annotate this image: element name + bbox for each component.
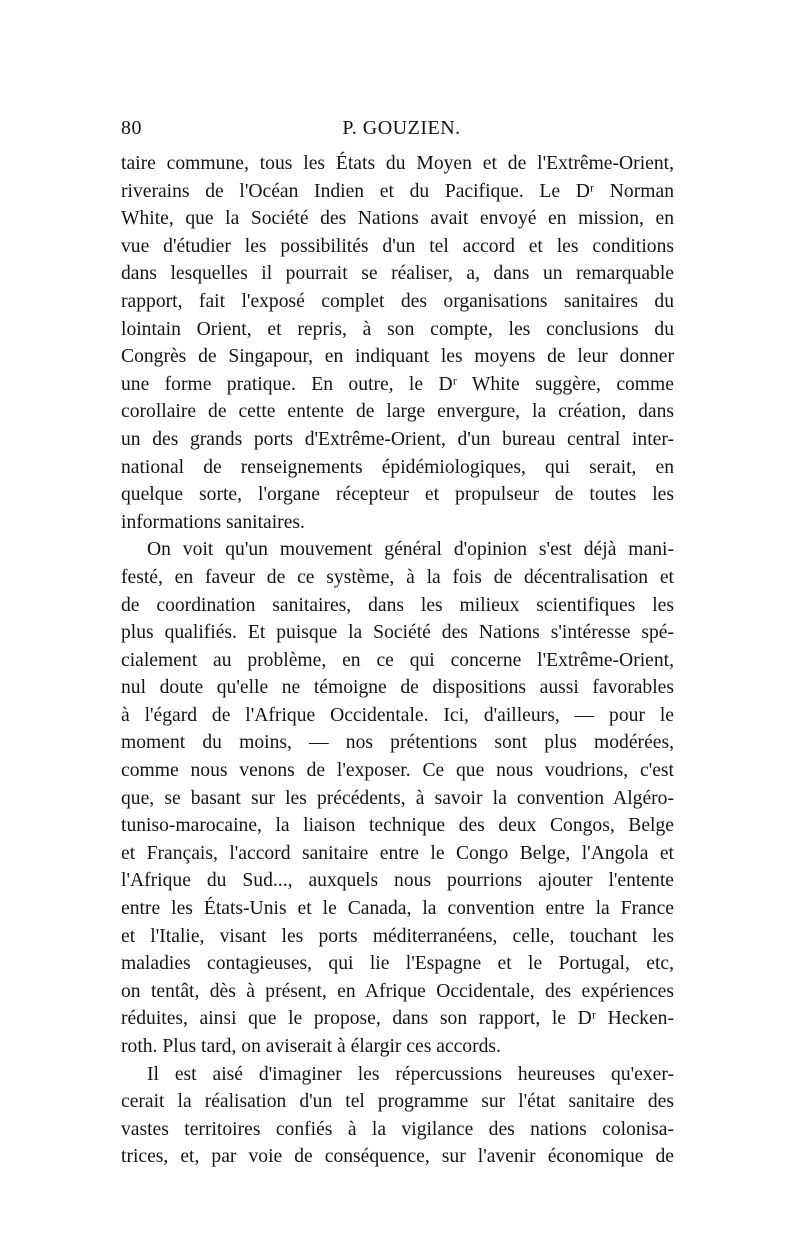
text-line: Il est aisé d'imaginer les répercussions heureuses qu'exer-: [147, 1063, 674, 1085]
text-line: trices, et, par voie de conséquence, sur l'avenir économique de: [121, 1146, 674, 1168]
text-line: maladies contagieuses, qui lie l'Espagne et le Portugal, etc,: [121, 953, 674, 975]
text-line: nul doute qu'elle ne témoigne de dispositions aussi favorables: [121, 677, 674, 699]
paragraph-3: [121, 1061, 674, 1171]
text-line: festé, en faveur de ce système, à la fois de décentralisation et: [121, 566, 674, 588]
text-line: national de renseignements épidémiologiques, qui serait, en: [121, 456, 674, 478]
text-line: que, se basant sur les précédents, à savoir la convention Algéro-: [121, 787, 674, 809]
text-line: une forme pratique. En outre, le Dʳ White suggère, comme: [121, 373, 674, 395]
text-line: quelque sorte, l'organe récepteur et propulseur de toutes les: [121, 484, 674, 506]
text-line: cialement au problème, en ce qui concerne l'Extrême-Orient,: [121, 649, 674, 671]
text-line: vastes territoires confiés à la vigilance des nations colonisa-: [121, 1118, 674, 1140]
body-text: [121, 150, 674, 1171]
page-number: 80: [121, 117, 142, 139]
text-line: taire commune, tous les États du Moyen et de l'Extrême-Orient,: [121, 153, 674, 174]
running-title: P. GOUZIEN.: [342, 117, 461, 139]
text-line: dans lesquelles il pourrait se réaliser, a, dans un remarquable: [121, 263, 674, 285]
text-line: lointain Orient, et repris, à son compte, les conclusions du: [121, 318, 674, 340]
paragraph-1: [121, 150, 674, 536]
page-header: [121, 114, 674, 142]
text-line: on tentât, dès à présent, en Afrique Occidentale, des expériences: [121, 980, 674, 1002]
text-line: et l'Italie, visant les ports méditerranéens, celle, touchant les: [121, 925, 674, 947]
text-line: riverains de l'Océan Indien et du Pacifique. Le Dʳ Norman: [121, 180, 674, 202]
text-line: moment du moins, — nos prétentions sont plus modérées,: [121, 732, 674, 754]
text-line: à l'égard de l'Afrique Occidentale. Ici, d'ailleurs, — pour le: [121, 704, 674, 726]
text-line: tuniso-marocaine, la liaison technique des deux Congos, Belge: [121, 815, 674, 837]
text-line: l'Afrique du Sud..., auxquels nous pourrions ajouter l'entente: [121, 870, 674, 892]
text-line: Congrès de Singapour, en indiquant les moyens de leur donner: [121, 346, 674, 368]
text-line: corollaire de cette entente de large envergure, la création, dans: [121, 401, 674, 423]
text-line: et Français, l'accord sanitaire entre le Congo Belge, l'Angola et: [121, 842, 674, 864]
text-line: de coordination sanitaires, dans les milieux scientifiques les: [121, 594, 674, 616]
text-line: rapport, fait l'exposé complet des organisations sanitaires du: [121, 290, 674, 312]
text-line: un des grands ports d'Extrême-Orient, d'un bureau central inter-: [121, 428, 674, 450]
text-line: informations sanitaires.: [121, 511, 305, 533]
text-line: réduites, ainsi que le propose, dans son rapport, le Dʳ Hecken-: [121, 1008, 674, 1030]
text-line: White, que la Société des Nations avait envoyé en mission, en: [121, 208, 674, 230]
text-line: comme nous venons de l'exposer. Ce que nous voudrions, c'est: [121, 760, 674, 782]
text-line: cerait la réalisation d'un tel programme sur l'état sanitaire des: [121, 1091, 674, 1113]
paragraph-2: [121, 536, 674, 1060]
text-line: vue d'étudier les possibilités d'un tel accord et les conditions: [121, 235, 674, 257]
text-line: plus qualifiés. Et puisque la Société des Nations s'intéresse spé-: [121, 622, 674, 644]
text-line: On voit qu'un mouvement général d'opinion s'est déjà mani-: [147, 539, 674, 561]
text-line: roth. Plus tard, on aviserait à élargir ces accords.: [121, 1036, 501, 1057]
book-page: [121, 0, 674, 1245]
text-line: entre les États-Unis et le Canada, la convention entre la France: [121, 898, 674, 920]
